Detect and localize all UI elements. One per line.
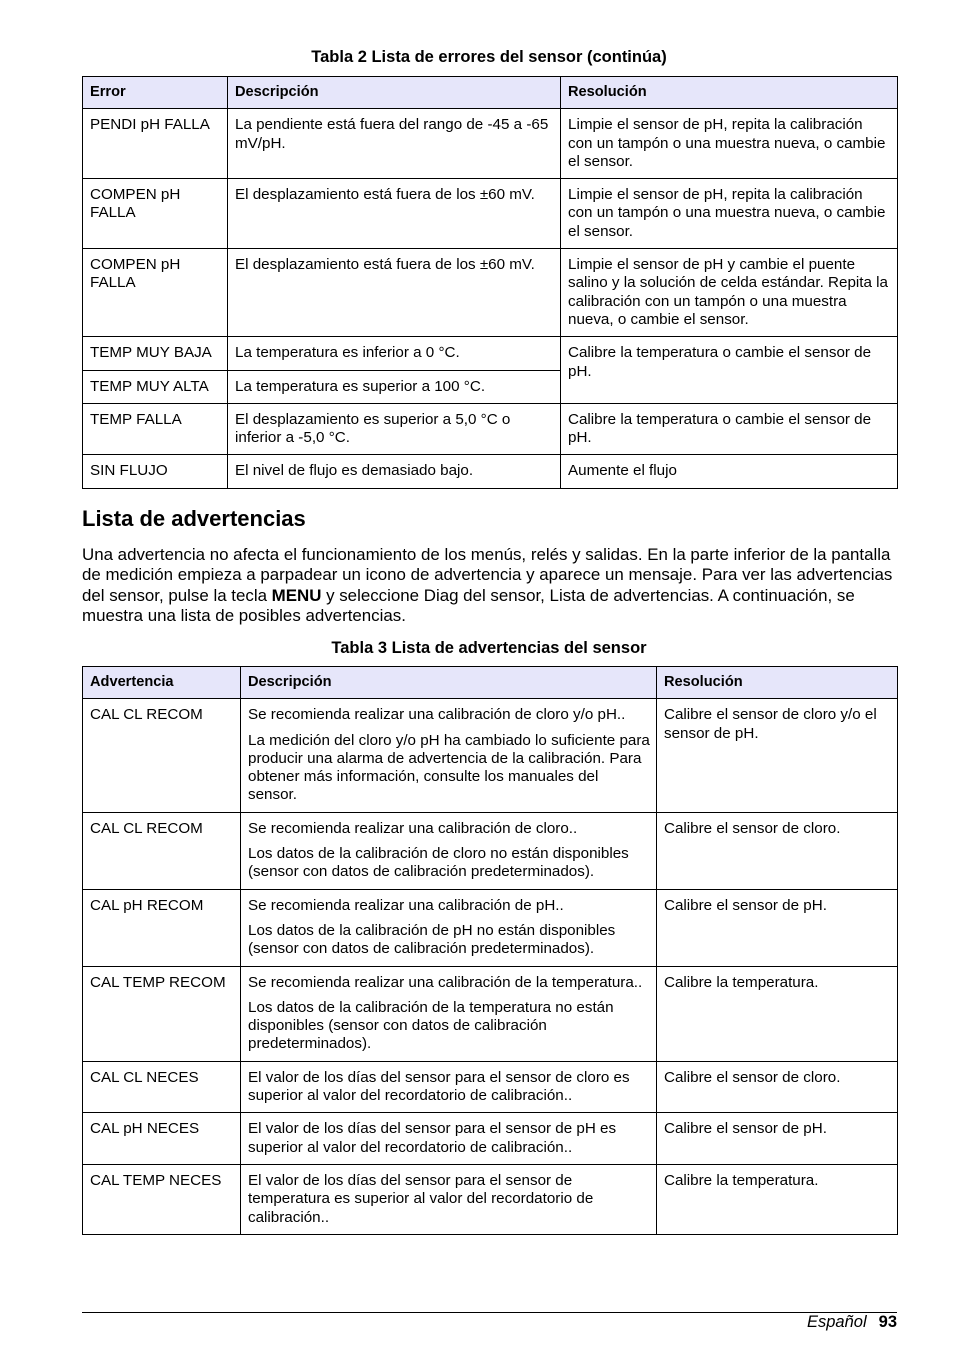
warning-description (241, 1061, 657, 1113)
table-row (83, 1113, 898, 1165)
table-row (83, 109, 898, 179)
warning-description (241, 699, 657, 812)
warning-description (241, 966, 657, 1061)
table-row (83, 1164, 898, 1234)
description-detail: Los datos de la calibración de la temperatura no están disponibles (sensor con datos de calibración predeterminados). (248, 998, 614, 1053)
error-code: TEMP MUY BAJA (83, 337, 228, 370)
sensor-warning-table (82, 666, 898, 1235)
warning-code: CAL TEMP NECES (83, 1164, 241, 1234)
description-detail: Los datos de la calibración de pH no están disponibles (sensor con datos de calibración predeterminados). (248, 921, 616, 958)
error-code: TEMP FALLA (83, 403, 228, 455)
table-row (83, 249, 898, 337)
warning-description (241, 1113, 657, 1165)
warning-resolution: Calibre el sensor de pH. (657, 889, 898, 966)
table-row (83, 966, 898, 1061)
section-intro-paragraph (82, 545, 897, 627)
column-header-resolution: Resolución (657, 667, 898, 699)
description-summary: El valor de los días del sensor para el sensor de pH es superior al valor del recordatorio de calibración.. (248, 1120, 617, 1156)
description-summary: Se recomienda realizar una calibración de cloro y/o pH.. (248, 706, 626, 724)
error-resolution: Limpie el sensor de pH, repita la calibración con un tampón o una muestra nueva, o cambie el sensor. (561, 179, 898, 249)
table-row (83, 179, 898, 249)
table-row (83, 455, 898, 488)
intro-text-start: Una advertencia no afecta el funcionamiento de los menús, relés y salidas. En la parte inferior de la pantalla de medición empieza a parpadear un icono de advertencia y aparece un mensaje. Para ver las advertencias del sensor, pulse la tecla (82, 545, 893, 605)
error-resolution: Aumente el flujo (561, 455, 898, 488)
error-resolution: Calibre la temperatura o cambie el sensor de pH. (561, 403, 898, 455)
error-description: La temperatura es superior a 100 °C. (228, 370, 561, 403)
warning-code: CAL CL NECES (83, 1061, 241, 1113)
footer-divider (82, 1312, 897, 1313)
section-heading: Lista de advertencias (82, 506, 306, 531)
intro-text-end: y seleccione Diag del sensor, Lista de advertencias. A continuación, se muestra una lista de posibles advertencias. (82, 585, 855, 626)
error-code: TEMP MUY ALTA (83, 370, 228, 403)
error-code: COMPEN pH FALLA (83, 179, 228, 249)
warning-code: CAL CL RECOM (83, 699, 241, 812)
description-detail: La medición del cloro y/o pH ha cambiado lo suficiente para producir una alarma de advertencia de la calibración. Para obtener más información, consulte los manuales del sensor. (248, 731, 650, 804)
error-description: El desplazamiento está fuera de los ±60 mV. (228, 179, 561, 249)
warning-description (241, 1164, 657, 1234)
footer-language: Español (807, 1313, 867, 1331)
menu-key-label: MENU (271, 585, 322, 605)
table-row (83, 889, 898, 966)
table2-caption: Tabla 2 Lista de errores del sensor (continúa) (311, 48, 667, 66)
table3-caption: Tabla 3 Lista de advertencias del sensor (331, 639, 647, 657)
error-description: El nivel de flujo es demasiado bajo. (228, 455, 561, 488)
warning-resolution: Calibre el sensor de cloro y/o el sensor de pH. (657, 699, 898, 812)
error-resolution: Limpie el sensor de pH, repita la calibración con un tampón o una muestra nueva, o cambie el sensor. (561, 109, 898, 179)
error-description: El desplazamiento está fuera de los ±60 mV. (228, 249, 561, 337)
warning-code: CAL TEMP RECOM (83, 966, 241, 1061)
table-header-row (83, 667, 898, 699)
column-header-warning: Advertencia (83, 667, 241, 699)
warning-resolution: Calibre la temperatura. (657, 966, 898, 1061)
table-row (83, 403, 898, 455)
warning-description (241, 889, 657, 966)
column-header-description: Descripción (241, 667, 657, 699)
description-summary: Se recomienda realizar una calibración de pH.. (248, 896, 564, 914)
error-description: La temperatura es inferior a 0 °C. (228, 337, 561, 370)
error-resolution: Calibre la temperatura o cambie el sensor de pH. (561, 337, 898, 404)
error-code: SIN FLUJO (83, 455, 228, 488)
table-row (83, 337, 898, 370)
warning-code: CAL CL RECOM (83, 812, 241, 889)
table-row (83, 812, 898, 889)
sensor-error-table (82, 76, 898, 489)
warning-resolution: Calibre la temperatura. (657, 1164, 898, 1234)
table-row (83, 699, 898, 812)
description-summary: El valor de los días del sensor para el sensor de cloro es superior al valor del recordatorio de calibración.. (248, 1068, 630, 1105)
error-code: COMPEN pH FALLA (83, 249, 228, 337)
warning-code: CAL pH RECOM (83, 889, 241, 966)
table-header-row (83, 77, 898, 109)
warning-resolution: Calibre el sensor de cloro. (657, 1061, 898, 1113)
page-number: 93 (878, 1313, 897, 1331)
error-code: PENDI pH FALLA (83, 109, 228, 179)
warning-resolution: Calibre el sensor de cloro. (657, 812, 898, 889)
column-header-description: Descripción (228, 77, 561, 109)
error-description: El desplazamiento es superior a 5,0 °C o inferior a -5,0 °C. (228, 403, 561, 455)
error-resolution: Limpie el sensor de pH y cambie el puente salino y la solución de celda estándar. Repita la calibración con un tampón o una muestra nueva, o cambie el sensor. (561, 249, 898, 337)
warning-description (241, 812, 657, 889)
warning-code: CAL pH NECES (83, 1113, 241, 1165)
table-row (83, 1061, 898, 1113)
warning-resolution: Calibre el sensor de pH. (657, 1113, 898, 1165)
description-summary: El valor de los días del sensor para el sensor de temperatura es superior al valor del recordatorio de calibración.. (248, 1171, 594, 1226)
column-header-error: Error (83, 77, 228, 109)
description-detail: Los datos de la calibración de cloro no están disponibles (sensor con datos de calibración predeterminados). (248, 845, 629, 881)
description-summary: Se recomienda realizar una calibración de cloro.. (248, 819, 578, 837)
description-summary: Se recomienda realizar una calibración de la temperatura.. (248, 973, 643, 991)
page-footer (807, 1312, 897, 1332)
column-header-resolution: Resolución (561, 77, 898, 109)
error-description: La pendiente está fuera del rango de -45 a -65 mV/pH. (228, 109, 561, 179)
